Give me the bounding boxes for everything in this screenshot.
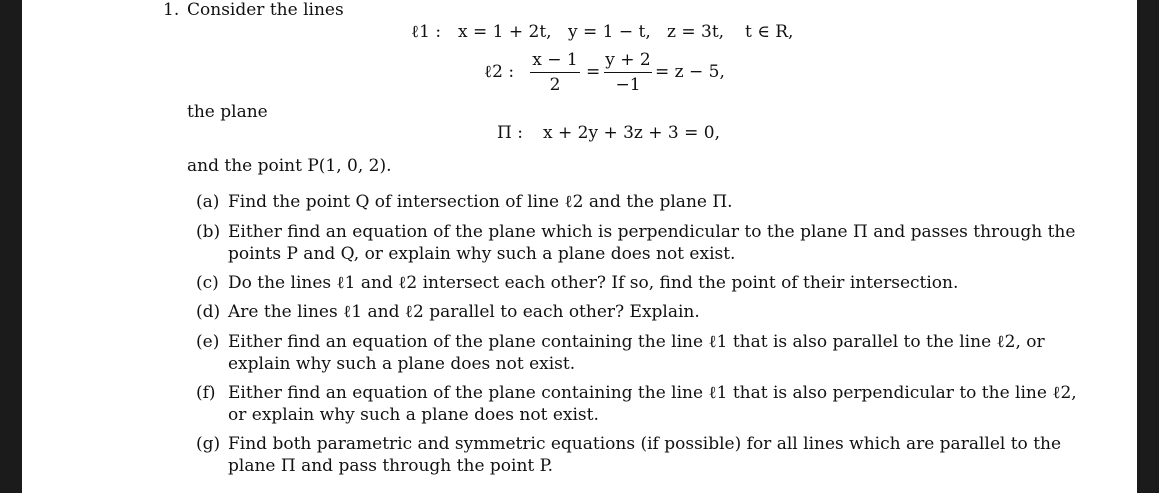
plane-label: Π : (497, 123, 523, 143)
part-e-continued: explain why such a plane does not exist. (228, 354, 576, 374)
part-a (196, 191, 733, 213)
right-border (1137, 0, 1159, 493)
line2-rest: = z − 5, (655, 62, 725, 82)
line2-fraction-x (530, 52, 580, 94)
part-d (196, 301, 700, 323)
part-text: Either find an equation of the plane which is perpendicular to the plane Π and passes through the (228, 222, 1076, 242)
part-text: Find both parametric and symmetric equations (if possible) for all lines which are parallel to the (228, 434, 1062, 454)
point-intro: and the point P(1, 0, 2). (187, 156, 392, 176)
part-label: (f) (196, 383, 216, 403)
part-label: (c) (196, 273, 219, 293)
part-f-continued: or explain why such a plane does not exist. (228, 405, 599, 425)
line1-eq-x: x = 1 + 2t, (458, 22, 552, 42)
part-text: Either find an equation of the plane containing the line ℓ1 that is also perpendicular to the line ℓ2, (228, 383, 1077, 403)
line2-frac1-numerator: x − 1 (532, 50, 578, 70)
part-label: (e) (196, 332, 220, 352)
part-c (196, 272, 958, 294)
part-text: Find the point Q of intersection of line ℓ2 and the plane Π. (228, 192, 733, 212)
left-border (0, 0, 22, 493)
part-text: Are the lines ℓ1 and ℓ2 parallel to each other? Explain. (228, 302, 700, 322)
line1-eq-y: y = 1 − t, (568, 22, 651, 42)
line2-label: ℓ2 : (484, 62, 515, 82)
line1-param: t ∈ R, (745, 22, 794, 42)
line1-eq-z: z = 3t, (667, 22, 725, 42)
plane-intro: the plane (187, 102, 268, 122)
part-e (196, 331, 1045, 353)
plane-equation: x + 2y + 3z + 3 = 0, (543, 123, 721, 143)
line2-frac2-denominator: −1 (615, 75, 641, 95)
part-f (196, 382, 1077, 404)
line2-equals: = (586, 62, 601, 82)
part-label: (b) (196, 222, 221, 242)
problem-intro: Consider the lines (187, 0, 344, 20)
part-g (196, 433, 1061, 455)
part-g-continued: plane Π and pass through the point P. (228, 456, 554, 476)
part-label: (d) (196, 302, 221, 322)
fraction-bar (530, 72, 580, 73)
line1-label: ℓ1 : (411, 22, 442, 42)
line2-fraction-y (604, 52, 652, 94)
problem-number: 1. (163, 0, 180, 20)
part-label: (a) (196, 192, 220, 212)
part-text: Do the lines ℓ1 and ℓ2 intersect each other? If so, find the point of their intersection. (228, 273, 959, 293)
line2-frac2-numerator: y + 2 (605, 50, 651, 70)
line2-frac1-denominator: 2 (549, 75, 561, 95)
part-text: Either find an equation of the plane containing the line ℓ1 that is also parallel to the line ℓ2, or (228, 332, 1045, 352)
part-label: (g) (196, 434, 221, 454)
part-b-continued: points P and Q, or explain why such a plane does not exist. (228, 244, 736, 264)
part-b (196, 221, 1075, 243)
fraction-bar (604, 72, 652, 73)
